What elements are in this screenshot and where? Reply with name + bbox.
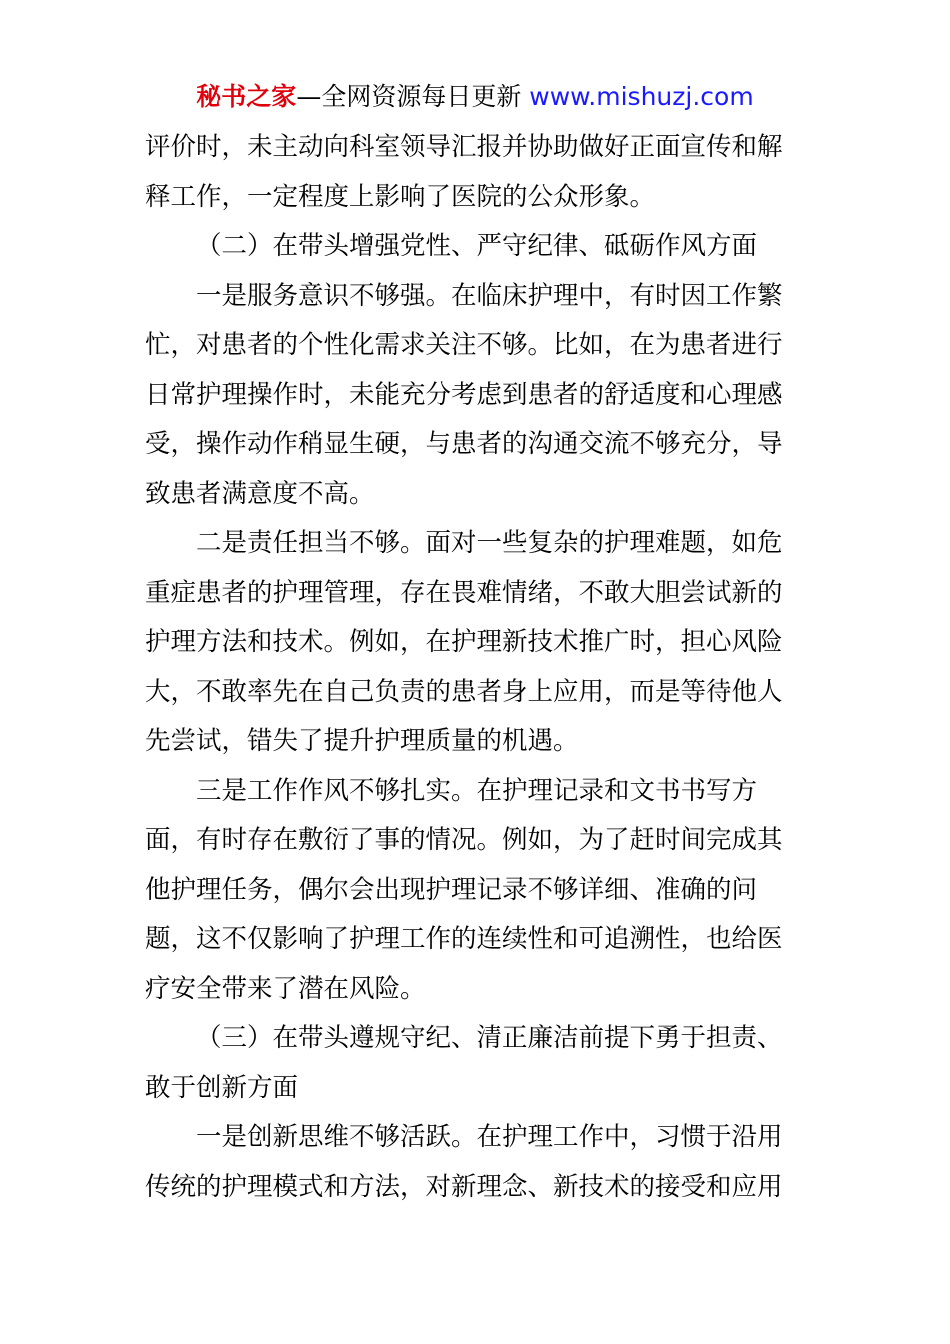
paragraph-start-line: 三是工作作风不够扎实。在护理记录和文书书写方 — [196, 775, 758, 806]
site-url-link[interactable]: www.mishuzj.com — [529, 82, 754, 111]
paragraph-start-line: 二是责任担当不够。面对一些复杂的护理难题，如危 — [196, 528, 783, 558]
body-line: 护理方法和技术。例如，在护理新技术推广时，担心风险 — [145, 627, 783, 657]
body-line: 评价时，未主动向科室领导汇报并协助做好正面宣传和解 — [145, 132, 783, 162]
section-heading-continued: 敢于创新方面 — [145, 1072, 299, 1103]
header-tagline: —全网资源每日更新 — [296, 82, 530, 111]
document-body — [145, 123, 809, 1212]
site-header — [0, 80, 950, 114]
body-line: 他护理任务，偶尔会出现护理记录不够详细、准确的问 — [145, 874, 758, 905]
body-line: 题，这不仅影响了护理工作的连续性和可追溯性，也给医 — [145, 924, 783, 954]
body-line: 面，有时存在敷衍了事的情况。例如，为了赶时间完成其 — [145, 825, 783, 855]
body-line: 日常护理操作时，未能充分考虑到患者的舒适度和心理感 — [145, 379, 783, 410]
paragraph-start-line: 一是创新思维不够活跃。在护理工作中，习惯于沿用 — [196, 1122, 783, 1152]
brand-name: 秘书之家 — [196, 82, 297, 111]
section-heading: （二）在带头增强党性、严守纪律、砥砺作风方面 — [196, 231, 758, 261]
paragraph-start-line: 一是服务意识不够强。在临床护理中，有时因工作繁 — [196, 280, 783, 311]
body-line: 传统的护理模式和方法，对新理念、新技术的接受和应用 — [145, 1171, 783, 1202]
body-line: 受，操作动作稍显生硬，与患者的沟通交流不够充分，导 — [145, 429, 783, 459]
body-line: 释工作，一定程度上影响了医院的公众形象。 — [145, 181, 656, 212]
body-line: 忙，对患者的个性化需求关注不够。比如，在为患者进行 — [145, 330, 783, 360]
body-line: 重症患者的护理管理，存在畏难情绪，不敢大胆尝试新的 — [145, 577, 783, 608]
body-line: 疗安全带来了潜在风险。 — [145, 973, 426, 1004]
body-line: 先尝试，错失了提升护理质量的机遇。 — [145, 726, 579, 756]
section-heading: （三）在带头遵规守纪、清正廉洁前提下勇于担责、 — [196, 1023, 783, 1053]
body-line: 致患者满意度不高。 — [145, 478, 375, 509]
body-line: 大，不敢率先在自己负责的患者身上应用，而是等待他人 — [145, 676, 783, 707]
